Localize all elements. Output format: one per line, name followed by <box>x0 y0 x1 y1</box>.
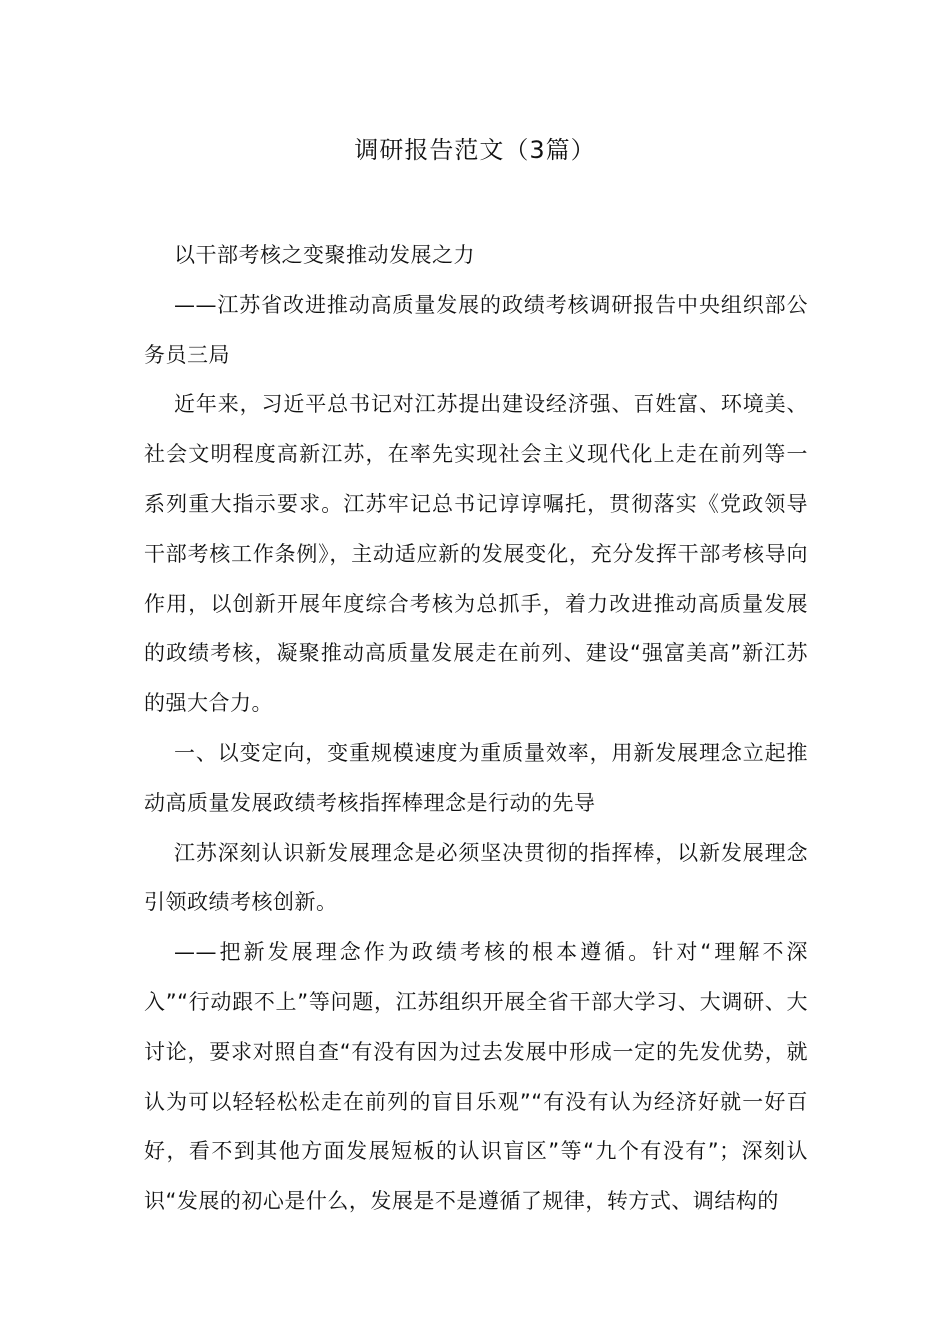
paragraph-section-heading: 一、以变定向，变重规模速度为重质量效率，用新发展理念立起推动高质量发展政绩考核指挥棒理念是行动的先导 <box>144 740 808 815</box>
document-body <box>144 231 808 1227</box>
paragraph-body: ——把新发展理念作为政绩考核的根本遵循。针对“理解不深入”“行动跟不上”等问题，江苏组织开展全省干部大学习、大调研、大讨论，要求对照自查“有没有因为过去发展中形成一定的先发优势，就认为可以轻轻松松走在前列的盲目乐观”“有没有认为经济好就一好百好，看不到其他方面发展短板的认识盲区”等“九个有没有”；深刻认识“发展的初心是什么，发展是不是遵循了规律，转方式、调结构的 <box>144 940 808 1214</box>
paragraph-body: 江苏深刻认识新发展理念是必须坚决贯彻的指挥棒，以新发展理念引领政绩考核创新。 <box>144 840 808 915</box>
paragraph-intro: 近年来，习近平总书记对江苏提出建设经济强、百姓富、环境美、社会文明程度高新江苏，在率先实现社会主义现代化上走在前列等一系列重大指示要求。江苏牢记总书记谆谆嘱托，贯彻落实《党政领导干部考核工作条例》，主动适应新的发展变化，充分发挥干部考核导向作用，以创新开展年度综合考核为总抓手，着力改进推动高质量发展的政绩考核，凝聚推动高质量发展走在前列、建设“强富美高”新江苏的强大合力。 <box>144 392 808 716</box>
paragraph-subtitle: 以干部考核之变聚推动发展之力 <box>174 243 475 267</box>
paragraph-byline: ——江苏省改进推动高质量发展的政绩考核调研报告中央组织部公务员三局 <box>144 292 808 367</box>
document-title: 调研报告范文（3篇） <box>354 136 596 164</box>
